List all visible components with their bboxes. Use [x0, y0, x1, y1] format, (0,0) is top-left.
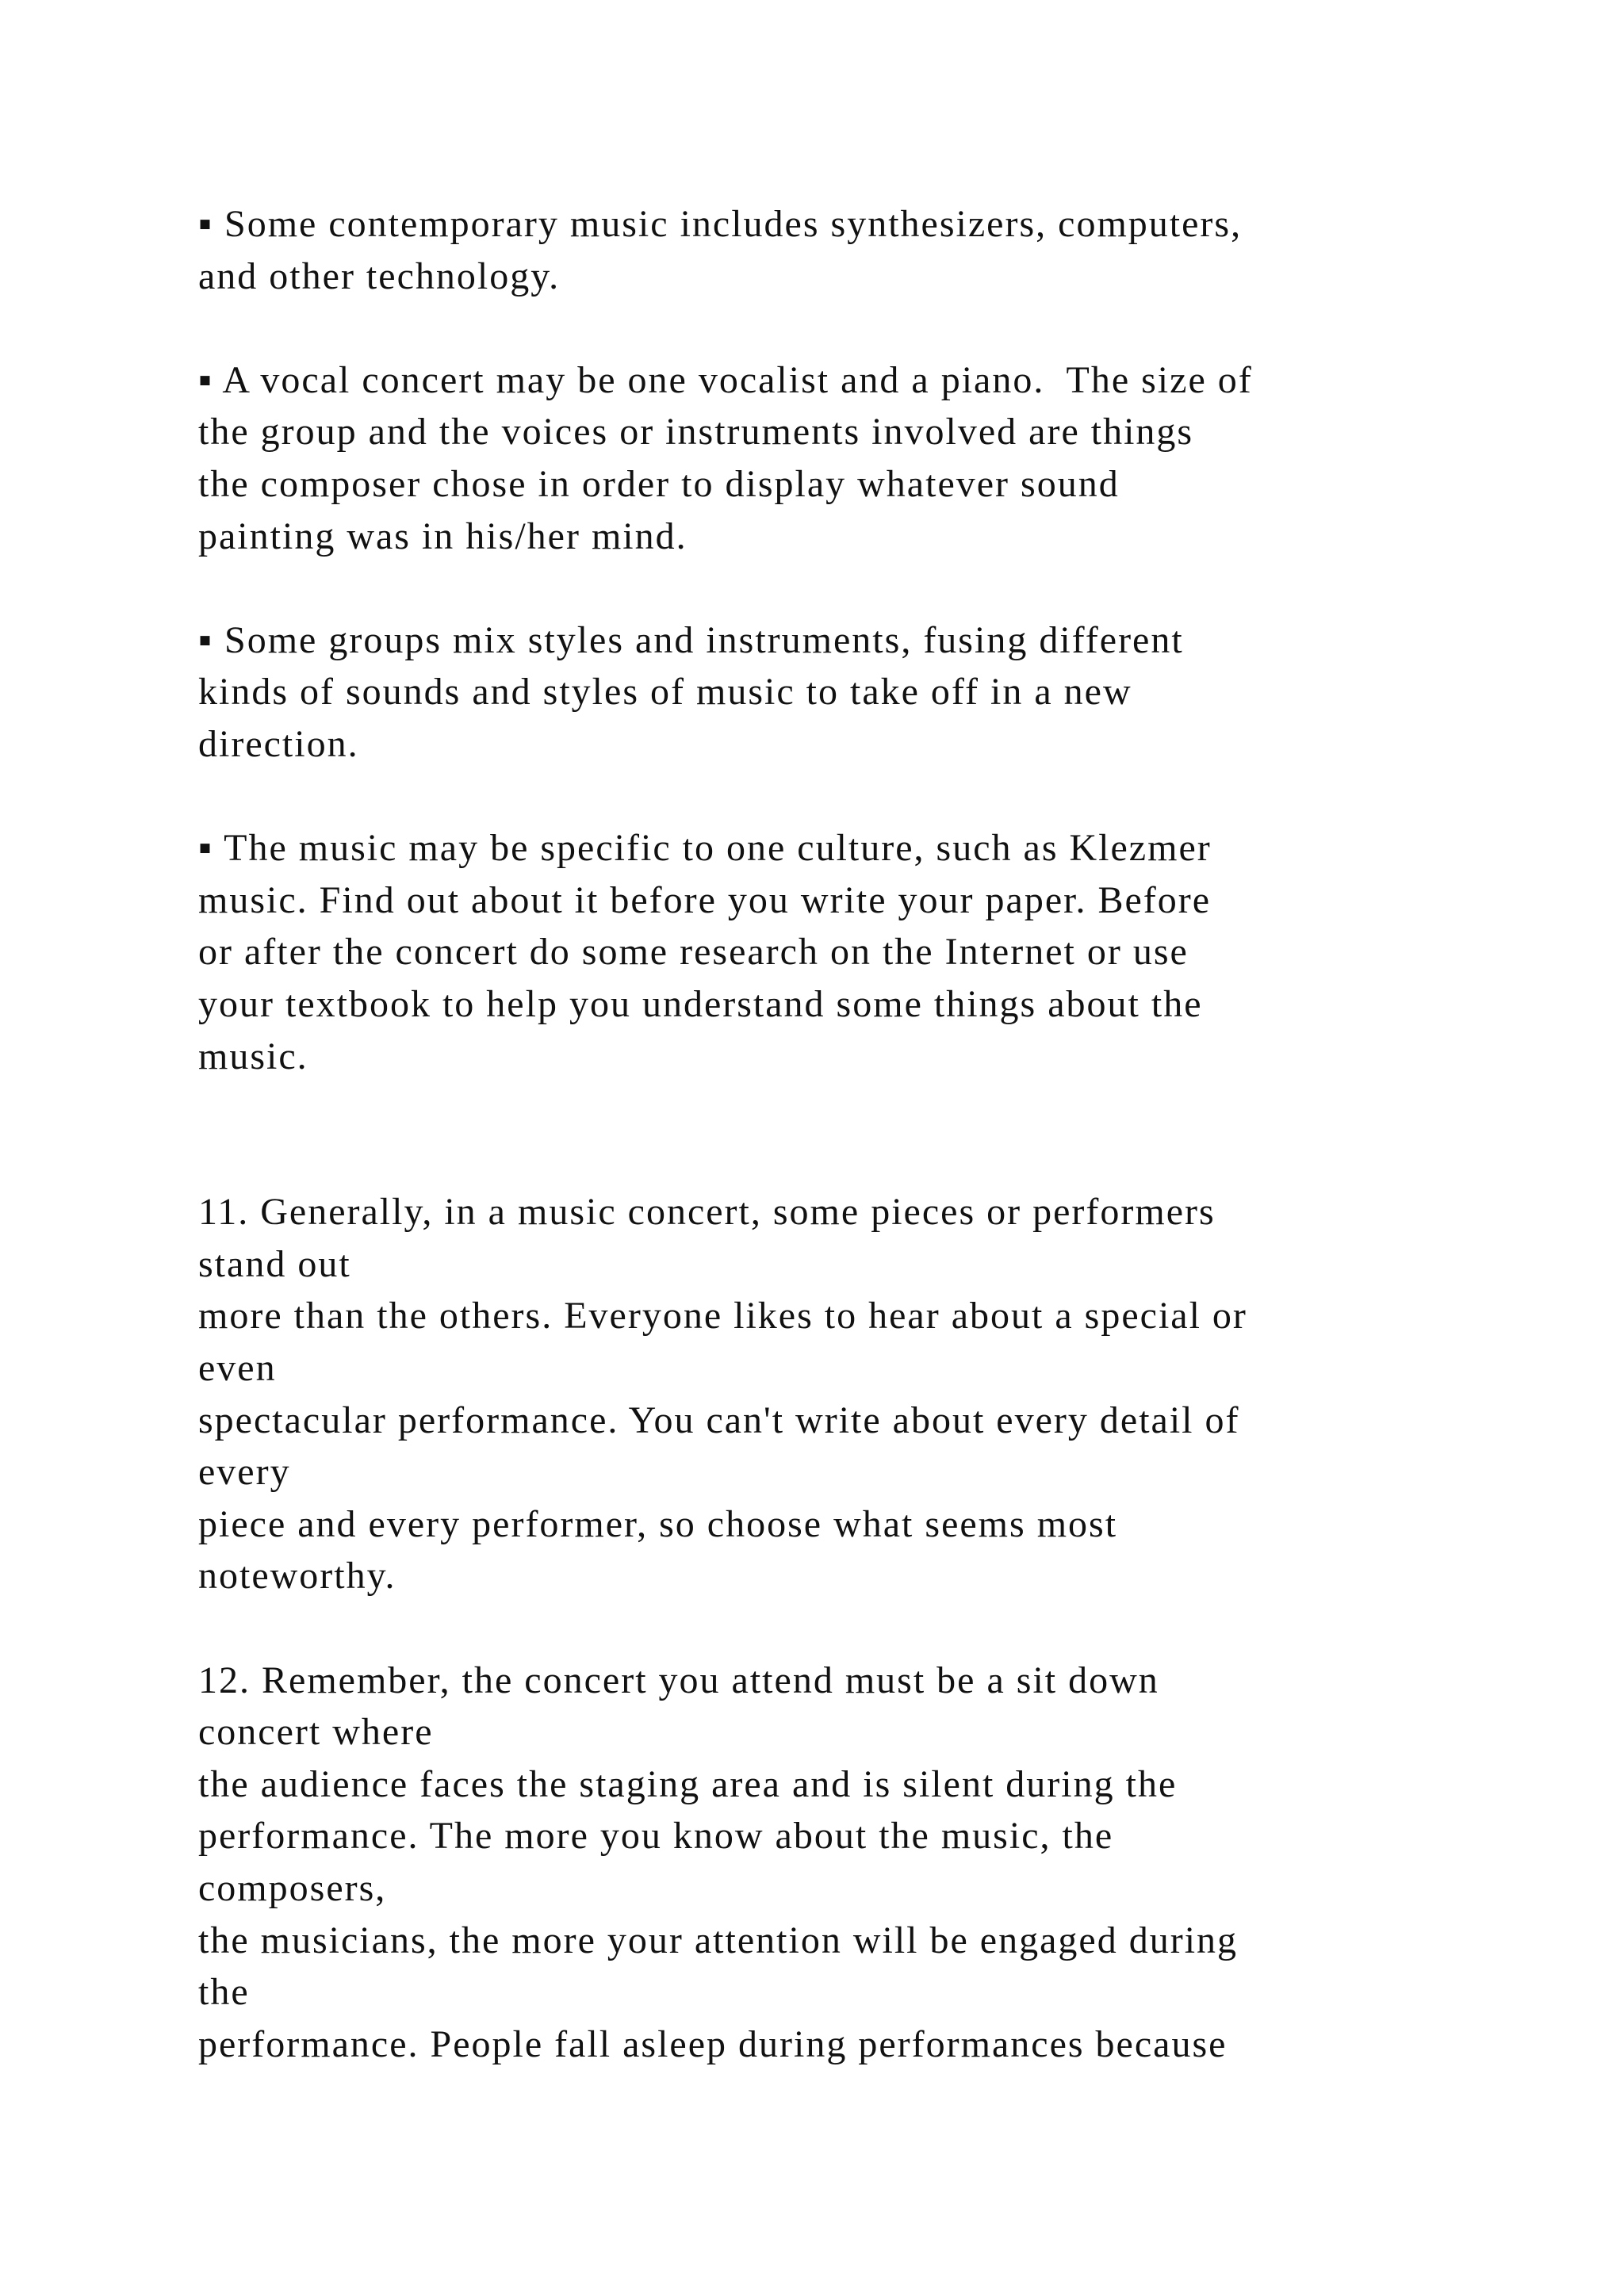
text-line: the group and the voices or instruments involved are things	[198, 411, 1194, 453]
paragraph-spacer	[198, 302, 1546, 354]
text-line: direction.	[198, 722, 359, 765]
text-line: ▪ Some groups mix styles and instruments, fusing different	[198, 618, 1184, 661]
text-line: ▪ Some contemporary music includes synthesizers, computers,	[198, 203, 1243, 245]
text-line: or after the concert do some research on the Internet or use	[198, 931, 1189, 974]
text-line: ▪ The music may be specific to one culture, such as Klezmer	[198, 827, 1212, 870]
text-line: ▪ A vocal concert may be one vocalist and a piano. The size of	[198, 358, 1253, 401]
text-line: the composer chose in order to display whatever sound	[198, 462, 1120, 505]
text-line: more than the others. Everyone likes to hear about a special or	[198, 1295, 1247, 1337]
numbered-paragraph-12	[198, 1655, 1546, 2071]
text-line: music.	[198, 1035, 308, 1077]
bullet-paragraph-culture	[198, 822, 1546, 1082]
text-line: every	[198, 1451, 291, 1494]
text-line: the	[198, 1971, 250, 2014]
bullet-paragraph-technology	[198, 198, 1546, 302]
text-line: your textbook to help you understand some things about the	[198, 982, 1203, 1025]
text-line: music. Find out about it before you write your paper. Before	[198, 878, 1212, 921]
text-line: performance. People fall asleep during performances because	[198, 2022, 1228, 2065]
bullet-paragraph-vocal-concert	[198, 354, 1546, 562]
text-line: performance. The more you know about the music, the	[198, 1815, 1114, 1858]
text-line: and other technology.	[198, 254, 561, 297]
document-body	[198, 198, 1546, 2070]
text-line: concert where	[198, 1711, 434, 1754]
numbered-paragraph-11	[198, 1186, 1546, 1602]
paragraph-spacer	[198, 1602, 1546, 1655]
text-line: noteworthy.	[198, 1555, 396, 1598]
text-line: composers,	[198, 1867, 387, 1909]
text-line: piece and every performer, so choose what seems most	[198, 1502, 1118, 1545]
text-line: painting was in his/her mind.	[198, 515, 688, 557]
text-line: stand out	[198, 1242, 351, 1285]
text-line: spectacular performance. You can't write about every detail of	[198, 1399, 1240, 1441]
text-line: 12. Remember, the concert you attend must be a sit down	[198, 1659, 1159, 1701]
paragraph-spacer	[198, 1082, 1546, 1186]
bullet-paragraph-mixed-styles	[198, 614, 1546, 771]
text-line: even	[198, 1347, 277, 1390]
text-line: the musicians, the more your attention will be engaged during	[198, 1919, 1239, 1961]
text-line: the audience faces the staging area and is silent during the	[198, 1762, 1178, 1805]
paragraph-spacer	[198, 771, 1546, 823]
text-line: 11. Generally, in a music concert, some pieces or performers	[198, 1191, 1216, 1234]
paragraph-spacer	[198, 562, 1546, 614]
text-line: kinds of sounds and styles of music to take off in a new	[198, 671, 1132, 714]
